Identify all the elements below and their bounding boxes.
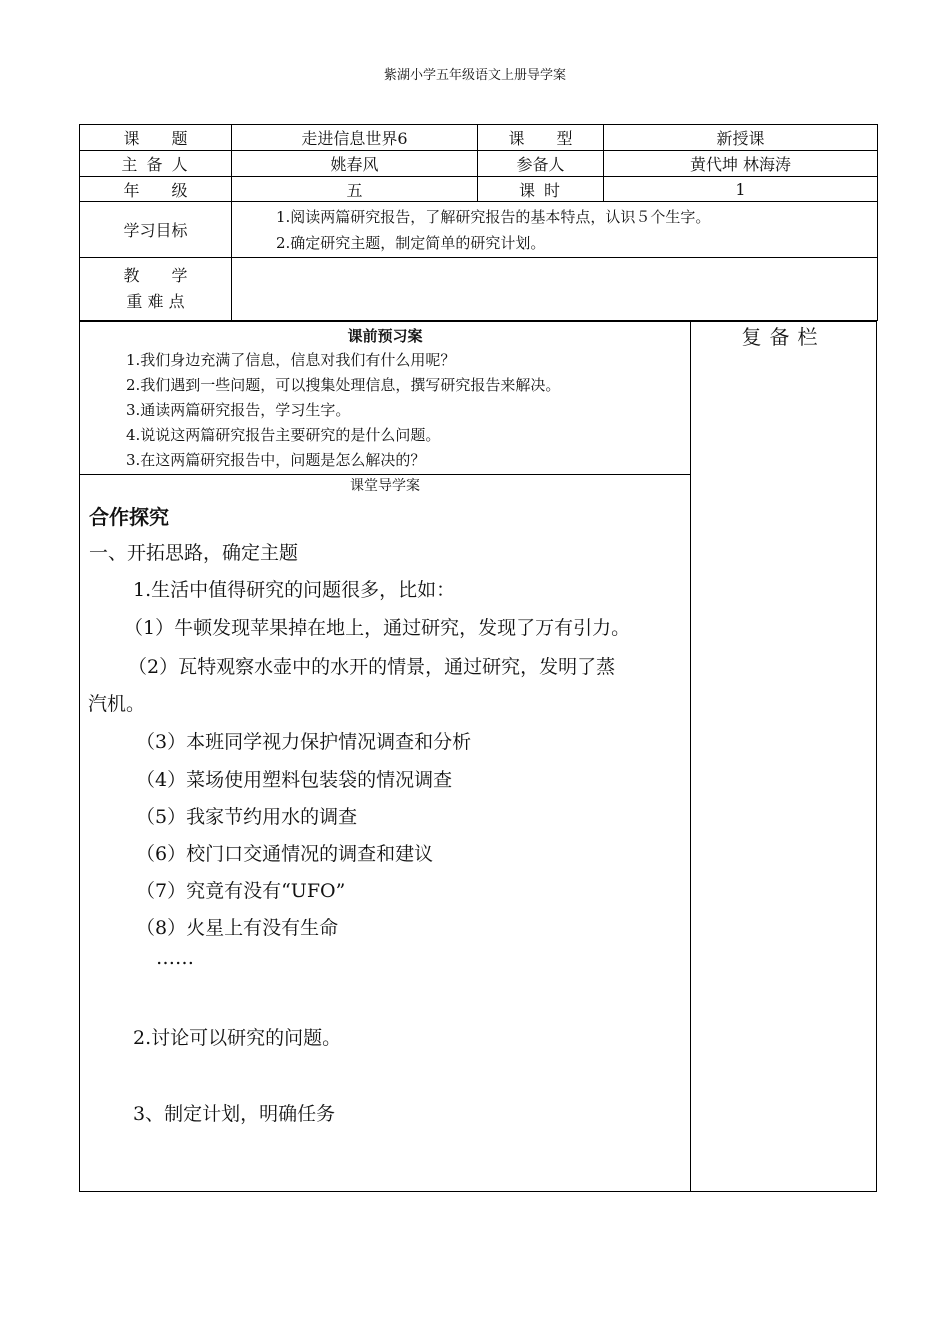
info-row-preparer <box>80 151 878 177</box>
grade-value: 五 <box>232 177 478 202</box>
goals-content <box>232 202 878 258</box>
example-8: （8）火星上有没有生命 <box>136 917 339 939</box>
example-3: （3）本班同学视力保护情况调查和分析 <box>136 731 472 753</box>
periods-label: 课 时 <box>478 177 604 202</box>
info-row-difficulty <box>80 258 878 321</box>
example-2-continued: 汽机。 <box>88 693 146 715</box>
preview-item: 3.通读两篇研究报告，学习生字。 <box>126 401 351 419</box>
column-divider <box>690 322 691 1191</box>
goals-label: 学习目标 <box>80 202 232 258</box>
grade-label: 年 级 <box>80 177 232 202</box>
lesson-title: 课堂导学案 <box>350 478 420 494</box>
preparer-label: 主 备 人 <box>80 151 232 177</box>
example-1: （1）牛顿发现苹果掉在地上，通过研究，发现了万有引力。 <box>124 617 631 639</box>
question-3: 3、制定计划，明确任务 <box>133 1103 336 1125</box>
type-value: 新授课 <box>604 125 878 151</box>
example-6: （6）校门口交通情况的调查和建议 <box>136 843 434 865</box>
example-7: （7）究竟有没有“UFO” <box>136 880 346 902</box>
goal-item-1: 1.阅读两篇研究报告，了解研究报告的基本特点，认识５个生字。 <box>276 207 711 226</box>
question-2: 2.讨论可以研究的问题。 <box>133 1027 342 1049</box>
subject-value: 走进信息世界6 <box>232 125 478 151</box>
example-4: （4）菜场使用塑料包装袋的情况调查 <box>136 769 453 791</box>
lesson-info-table <box>79 124 878 321</box>
coop-heading: 合作探究 <box>89 505 169 529</box>
preparer-value: 姚春风 <box>232 151 478 177</box>
preview-item: 4.说说这两篇研究报告主要研究的是什么问题。 <box>126 426 441 444</box>
difficulty-label-line-1: 教 学 <box>123 266 188 285</box>
question-1: 1.生活中值得研究的问题很多，比如： <box>133 579 456 601</box>
ellipsis: …… <box>156 947 194 969</box>
preview-item: 3.在这两篇研究报告中，问题是怎么解决的？ <box>126 451 426 469</box>
preview-item: 1.我们身边充满了信息，信息对我们有什么用呢？ <box>126 351 456 369</box>
participants-label: 参备人 <box>478 151 604 177</box>
difficulty-label-line-2: 重 难 点 <box>126 292 185 311</box>
difficulty-label <box>80 258 232 321</box>
example-5: （5）我家节约用水的调查 <box>136 806 358 828</box>
preview-title: 课前预习案 <box>347 327 423 345</box>
goal-item-2: 2.确定研究主题，制定简单的研究计划。 <box>276 233 546 252</box>
section-heading: 一、开拓思路，确定主题 <box>89 542 299 564</box>
difficulty-content <box>232 258 878 321</box>
page-header: 紫湖小学五年级语文上册导学案 <box>383 68 566 83</box>
participants-value: 黄代坤 林海涛 <box>604 151 878 177</box>
periods-value: 1 <box>604 177 878 202</box>
info-row-goals <box>80 202 878 258</box>
preview-section <box>80 324 690 473</box>
info-row-grade <box>80 177 878 202</box>
type-label: 课 型 <box>478 125 604 151</box>
lesson-section <box>80 475 690 1125</box>
example-2: （2）瓦特观察水壶中的水开的情景，通过研究，发明了蒸 <box>128 656 616 678</box>
info-row-subject <box>80 125 878 151</box>
lower-section <box>79 321 877 1192</box>
subject-label: 课 题 <box>80 125 232 151</box>
review-column-title: 复备栏 <box>741 325 826 349</box>
preview-item: 2.我们遇到一些问题，可以搜集处理信息，撰写研究报告来解决。 <box>126 376 561 394</box>
